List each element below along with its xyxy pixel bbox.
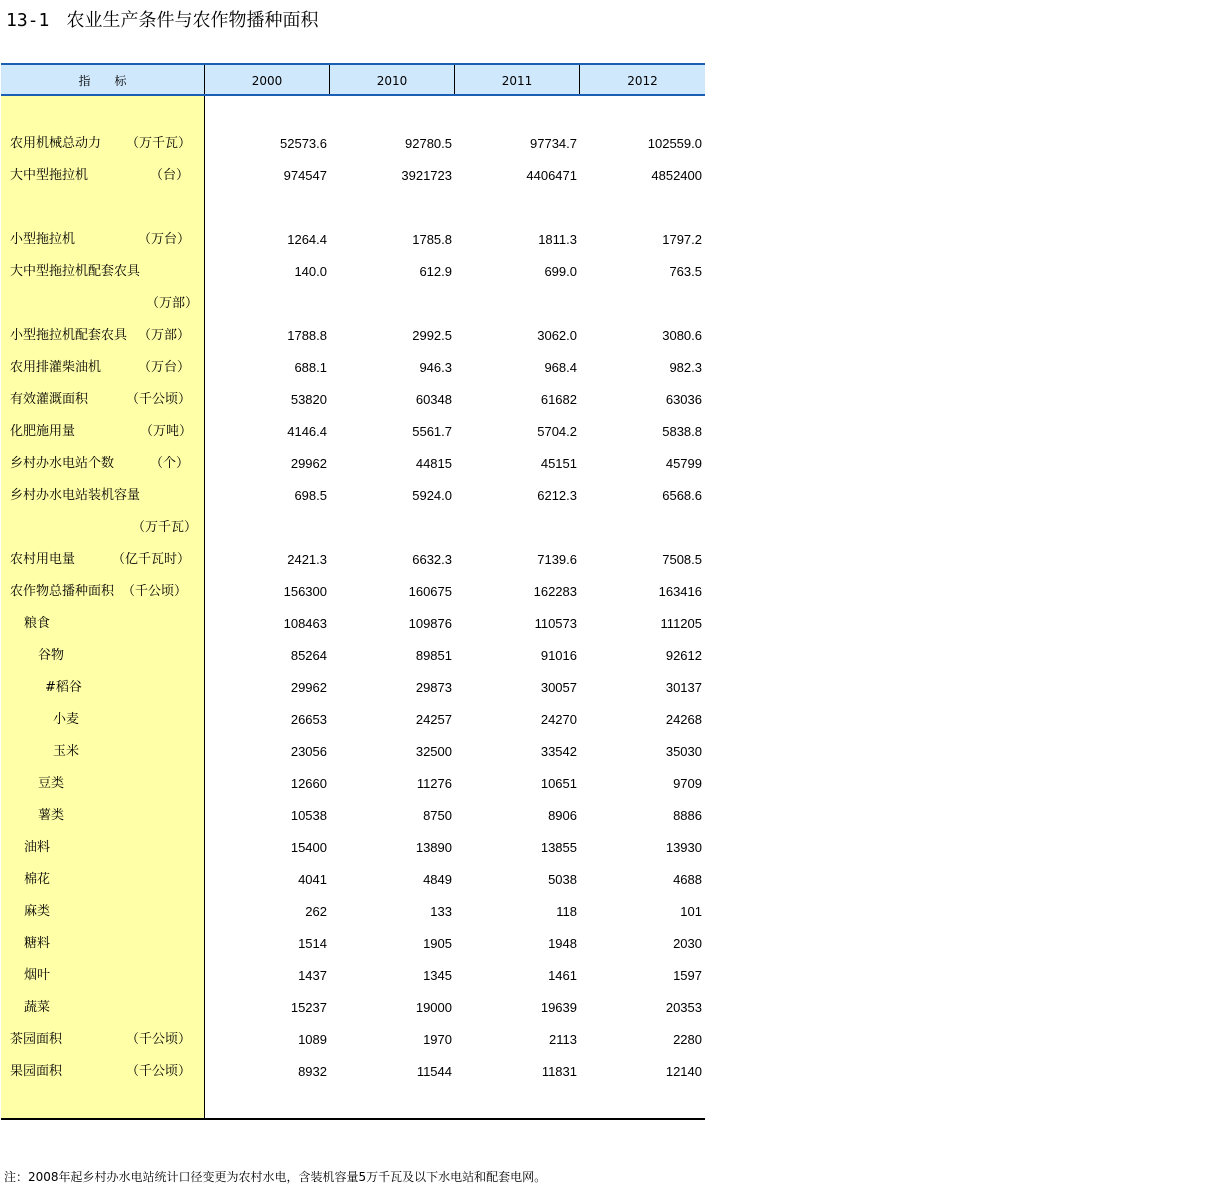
cell-2010: 89851 xyxy=(415,648,452,663)
cell-2012: 9709 xyxy=(673,776,702,791)
cell-2010: 5924.0 xyxy=(412,488,452,503)
cell-2011: 61682 xyxy=(540,392,577,407)
cell-2011: 699.0 xyxy=(544,264,577,279)
cell-2000: 4041 xyxy=(298,872,327,887)
cell-2011 xyxy=(453,512,577,544)
cell-2000: 15400 xyxy=(290,840,327,855)
cell-2011: 5038 xyxy=(548,872,577,887)
cell-2012: 102559.0 xyxy=(647,136,702,151)
row-label: 小型拖拉机配套农具 xyxy=(10,328,128,343)
cell-2011: 6212.3 xyxy=(537,488,577,503)
cell-2012 xyxy=(578,512,702,544)
cell-2012: 8886 xyxy=(673,808,702,823)
table-row xyxy=(1,576,705,608)
cell-2011: 91016 xyxy=(540,648,577,663)
cell-2010: 3921723 xyxy=(401,168,452,183)
cell-2011: 19639 xyxy=(540,1000,577,1015)
cell-2011: 1948 xyxy=(548,936,577,951)
table-row xyxy=(1,288,705,320)
cell-2010: 5561.7 xyxy=(412,424,452,439)
row-unit: （万台） xyxy=(138,360,191,375)
cell-2000: 1437 xyxy=(298,968,327,983)
cell-2011: 968.4 xyxy=(544,360,577,375)
cell-2010: 13890 xyxy=(415,840,452,855)
row-label: 玉米 xyxy=(53,744,80,759)
cell-2000: 26653 xyxy=(290,712,327,727)
cell-2000: 52573.6 xyxy=(280,136,327,151)
cell-2011: 4406471 xyxy=(526,168,577,183)
row-unit: （千公顷） xyxy=(122,584,188,599)
row-unit: （千公顷） xyxy=(126,1064,192,1079)
cell-2010: 32500 xyxy=(415,744,452,759)
row-label: 麻类 xyxy=(24,904,51,919)
header-year-2011: 2011 xyxy=(455,65,580,94)
cell-2011: 33542 xyxy=(540,744,577,759)
cell-2012: 1797.2 xyxy=(662,232,702,247)
cell-2012: 12140 xyxy=(665,1064,702,1079)
table-row xyxy=(1,768,705,800)
row-label: 农用机械总动力 xyxy=(10,136,102,151)
cell-2000: 1264.4 xyxy=(287,232,327,247)
cell-2000: 1788.8 xyxy=(287,328,327,343)
cell-2010: 29873 xyxy=(415,680,452,695)
cell-2012: 2030 xyxy=(673,936,702,951)
row-unit: （万千瓦） xyxy=(132,520,198,535)
cell-2010: 92780.5 xyxy=(405,136,452,151)
cell-2012: 982.3 xyxy=(669,360,702,375)
table-row xyxy=(1,128,705,160)
row-label: 乡村办水电站装机容量 xyxy=(10,488,141,503)
cell-2012: 24268 xyxy=(665,712,702,727)
cell-2010: 1345 xyxy=(423,968,452,983)
cell-2011: 7139.6 xyxy=(537,552,577,567)
cell-2011: 8906 xyxy=(548,808,577,823)
table-row xyxy=(1,672,705,704)
cell-2011: 13855 xyxy=(540,840,577,855)
table-row xyxy=(1,832,705,864)
cell-2012: 1597 xyxy=(673,968,702,983)
table-row xyxy=(1,608,705,640)
cell-2000: 262 xyxy=(305,904,327,919)
row-unit: （亿千瓦时） xyxy=(112,552,191,567)
table-row xyxy=(1,160,705,192)
row-label: 茶园面积 xyxy=(10,1032,63,1047)
row-label: 烟叶 xyxy=(24,968,51,983)
row-label: 小型拖拉机 xyxy=(10,232,76,247)
cell-2010: 1785.8 xyxy=(412,232,452,247)
cell-2010: 19000 xyxy=(415,1000,452,1015)
table-row xyxy=(1,1024,705,1056)
row-unit: （万部） xyxy=(138,328,191,343)
row-unit: （万部） xyxy=(146,296,199,311)
cell-2010: 6632.3 xyxy=(412,552,452,567)
table-row xyxy=(1,352,705,384)
row-label: 有效灌溉面积 xyxy=(10,392,89,407)
header-year-2010: 2010 xyxy=(330,65,455,94)
row-label: 薯类 xyxy=(38,808,65,823)
cell-2012: 3080.6 xyxy=(662,328,702,343)
cell-2000: 29962 xyxy=(290,456,327,471)
cell-2012: 4688 xyxy=(673,872,702,887)
cell-2012: 6568.6 xyxy=(662,488,702,503)
cell-2000: 2421.3 xyxy=(287,552,327,567)
cell-2011: 24270 xyxy=(540,712,577,727)
cell-2000: 23056 xyxy=(290,744,327,759)
cell-2011: 97734.7 xyxy=(530,136,577,151)
cell-2012: 63036 xyxy=(665,392,702,407)
row-label: #稻谷 xyxy=(45,680,82,695)
cell-2011: 2113 xyxy=(549,1032,577,1047)
cell-2012: 763.5 xyxy=(669,264,702,279)
cell-2012: 7508.5 xyxy=(662,552,702,567)
table-row xyxy=(1,416,705,448)
cell-2012: 5838.8 xyxy=(662,424,702,439)
cell-2000: 10538 xyxy=(290,808,327,823)
row-label: 豆类 xyxy=(38,776,65,791)
table-header xyxy=(1,63,705,96)
page-title xyxy=(6,6,319,32)
cell-2000 xyxy=(203,288,327,320)
cell-2000: 1089 xyxy=(298,1032,327,1047)
table-row xyxy=(1,864,705,896)
table-row xyxy=(1,384,705,416)
cell-2010: 109876 xyxy=(408,616,452,631)
cell-2000: 12660 xyxy=(290,776,327,791)
cell-2010: 946.3 xyxy=(419,360,452,375)
cell-2010: 612.9 xyxy=(419,264,452,279)
row-unit: （万吨） xyxy=(140,424,193,439)
cell-2012: 35030 xyxy=(665,744,702,759)
cell-2011: 1811.3 xyxy=(538,232,577,247)
cell-2011: 3062.0 xyxy=(537,328,577,343)
table-row xyxy=(1,544,705,576)
cell-2000: 85264 xyxy=(290,648,327,663)
table-number: 13-1 xyxy=(6,10,50,31)
cell-2000: 8932 xyxy=(298,1064,327,1079)
cell-2010: 44815 xyxy=(415,456,452,471)
row-unit: （千公顷） xyxy=(126,392,192,407)
cell-2012: 30137 xyxy=(665,680,702,695)
table-row xyxy=(1,448,705,480)
row-unit: （万台） xyxy=(138,232,191,247)
cell-2012: 45799 xyxy=(665,456,702,471)
cell-2010: 4849 xyxy=(423,872,452,887)
row-unit: （万千瓦） xyxy=(126,136,192,151)
cell-2010 xyxy=(328,512,452,544)
cell-2010: 133 xyxy=(430,904,452,919)
table-row xyxy=(1,960,705,992)
row-label: 蔬菜 xyxy=(24,1000,51,1015)
table-row xyxy=(1,512,705,544)
cell-2010: 11544 xyxy=(416,1064,452,1079)
cell-2010: 8750 xyxy=(423,808,452,823)
cell-2012: 13930 xyxy=(665,840,702,855)
cell-2000: 156300 xyxy=(283,584,327,599)
row-label: 糖料 xyxy=(24,936,51,951)
table-row xyxy=(1,320,705,352)
table-row xyxy=(1,800,705,832)
data-table xyxy=(1,63,705,1120)
cell-2011: 11831 xyxy=(541,1064,577,1079)
table-row xyxy=(1,992,705,1024)
cell-2012: 2280 xyxy=(673,1032,702,1047)
cell-2000: 1514 xyxy=(298,936,327,951)
cell-2000: 688.1 xyxy=(294,360,327,375)
cell-2011: 110573 xyxy=(534,616,577,631)
cell-2010: 1970 xyxy=(423,1032,452,1047)
table-bottom-rule xyxy=(1,1118,705,1120)
table-title: 农业生产条件与农作物播种面积 xyxy=(66,10,319,31)
row-label: 农用排灌柴油机 xyxy=(10,360,102,375)
cell-2011: 5704.2 xyxy=(537,424,577,439)
cell-2010: 2992.5 xyxy=(412,328,452,343)
cell-2000 xyxy=(203,512,327,544)
table-row xyxy=(1,736,705,768)
cell-2010: 60348 xyxy=(415,392,452,407)
cell-2000: 29962 xyxy=(290,680,327,695)
row-label: 棉花 xyxy=(24,872,51,887)
cell-2011: 118 xyxy=(556,904,577,919)
row-unit: （千公顷） xyxy=(126,1032,192,1047)
cell-2012: 101 xyxy=(680,904,702,919)
header-indicator: 指 标 xyxy=(1,65,205,94)
cell-2010: 24257 xyxy=(415,712,452,727)
header-year-2000: 2000 xyxy=(205,65,330,94)
row-label: 粮食 xyxy=(24,616,51,631)
row-label: 果园面积 xyxy=(10,1064,63,1079)
cell-2010: 11276 xyxy=(416,776,452,791)
row-label: 化肥施用量 xyxy=(10,424,76,439)
cell-2012: 111205 xyxy=(660,616,702,631)
cell-2000: 108463 xyxy=(283,616,327,631)
row-label: 小麦 xyxy=(53,712,80,727)
row-unit: （台） xyxy=(150,168,190,183)
row-label: 大中型拖拉机配套农具 xyxy=(10,264,141,279)
cell-2012: 163416 xyxy=(658,584,702,599)
cell-2012: 4852400 xyxy=(651,168,702,183)
row-label: 乡村办水电站个数 xyxy=(10,456,115,471)
table-row xyxy=(1,928,705,960)
cell-2010: 160675 xyxy=(408,584,452,599)
row-label: 农作物总播种面积 xyxy=(10,584,115,599)
cell-2011 xyxy=(453,288,577,320)
table-row xyxy=(1,896,705,928)
table-row xyxy=(1,224,705,256)
header-year-2012: 2012 xyxy=(627,74,658,88)
row-label: 农村用电量 xyxy=(10,552,76,567)
cell-2012 xyxy=(578,288,702,320)
cell-2000: 15237 xyxy=(290,1000,327,1015)
cell-2010: 1905 xyxy=(423,936,452,951)
cell-2011: 30057 xyxy=(540,680,577,695)
cell-2010 xyxy=(328,288,452,320)
row-label: 谷物 xyxy=(38,648,65,663)
cell-2011: 1461 xyxy=(548,968,577,983)
footnote: 注：2008年起乡村办水电站统计口径变更为农村水电，含装机容量5万千瓦及以下水电站和配套电网。 xyxy=(4,1170,547,1184)
table-row xyxy=(1,1056,705,1088)
row-unit: （个） xyxy=(150,456,190,471)
cell-2000: 53820 xyxy=(290,392,327,407)
table-row xyxy=(1,256,705,288)
cell-2000: 974547 xyxy=(283,168,327,183)
cell-2000: 698.5 xyxy=(294,488,327,503)
cell-2012: 20353 xyxy=(665,1000,702,1015)
cell-2011: 45151 xyxy=(540,456,577,471)
cell-2000: 4146.4 xyxy=(287,424,327,439)
row-label: 大中型拖拉机 xyxy=(10,168,89,183)
cell-2011: 10651 xyxy=(540,776,577,791)
table-row xyxy=(1,704,705,736)
table-row xyxy=(1,480,705,512)
table-row xyxy=(1,640,705,672)
row-label: 油料 xyxy=(24,840,51,855)
cell-2000: 140.0 xyxy=(294,264,327,279)
cell-2011: 162283 xyxy=(533,584,577,599)
cell-2012: 92612 xyxy=(665,648,702,663)
